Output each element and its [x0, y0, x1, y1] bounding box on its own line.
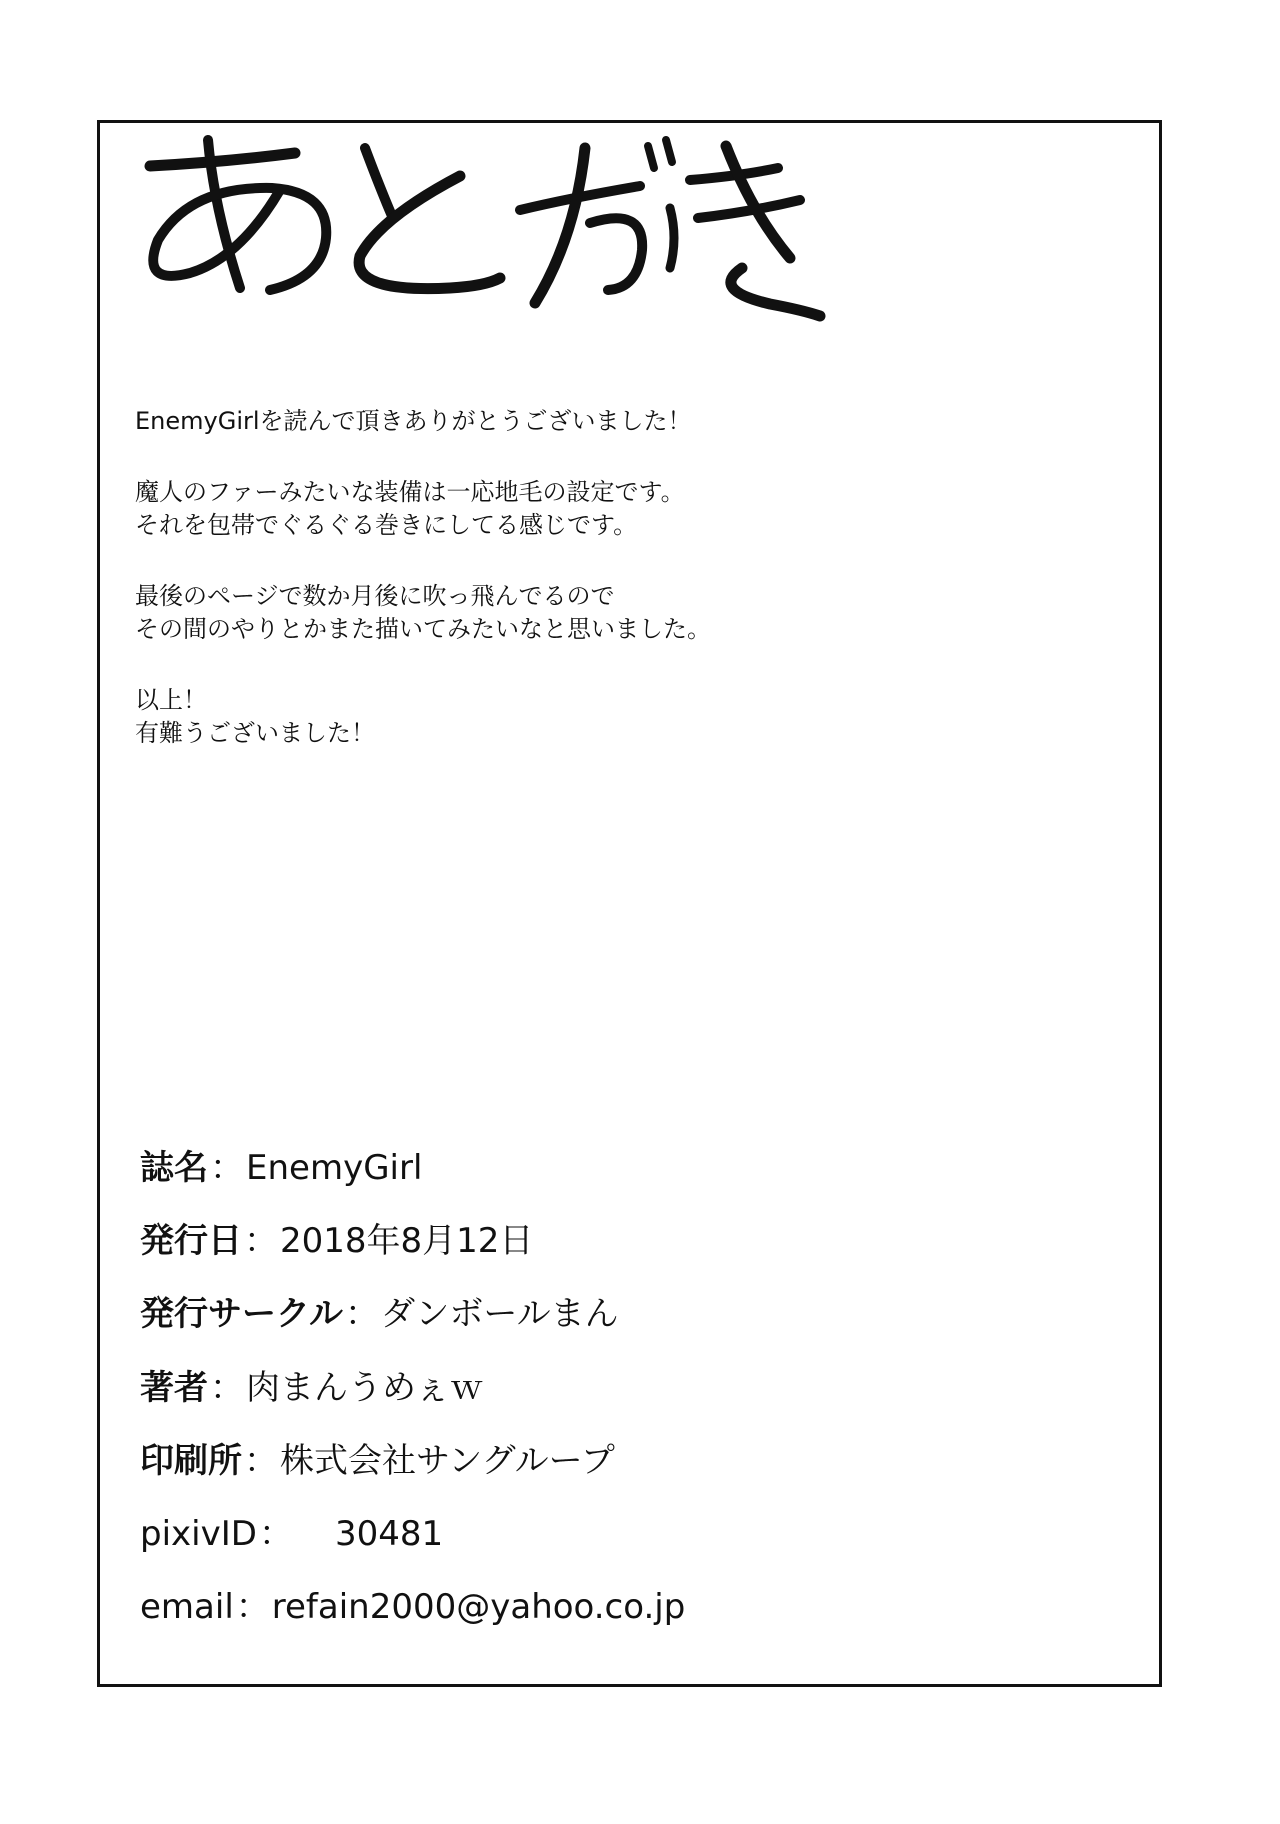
colophon-circle-row — [140, 1294, 1040, 1367]
colophon-printer-row — [140, 1441, 1040, 1514]
message-line: 最後のページで数か月後に吹っ飛んでるので — [135, 582, 615, 610]
colophon-value: EnemyGirl — [246, 1148, 423, 1188]
colophon-value: ダンボールまん — [380, 1294, 619, 1335]
colophon-pixiv-row — [140, 1514, 1040, 1587]
colophon-label: 誌名 — [140, 1148, 208, 1188]
colophon — [140, 1148, 1040, 1660]
colophon-separator: ： — [258, 1513, 293, 1554]
handwritten-title-art — [130, 128, 830, 328]
colophon-separator: ： — [210, 1367, 244, 1408]
colophon-value: 肉まんうめぇｗ — [246, 1367, 484, 1408]
colophon-separator: ： — [244, 1440, 278, 1481]
colophon-separator: ： — [244, 1221, 278, 1262]
colophon-value: refain2000@yahoo.co.jp — [271, 1587, 686, 1628]
colophon-value: 30481 — [334, 1513, 444, 1554]
colophon-label: 発行サークル — [140, 1294, 343, 1335]
colophon-label: pixivID — [140, 1513, 257, 1554]
colophon-value: 2018年8月12日 — [280, 1221, 534, 1262]
message-line: 有難うございました！ — [135, 719, 375, 747]
colophon-separator: ： — [344, 1294, 379, 1335]
message-line: その間のやりとかまた描いてみたいなと思いました。 — [135, 615, 711, 643]
colophon-title-row — [140, 1148, 1040, 1221]
message-line: それを包帯でぐるぐる巻きにしてる感じです。 — [135, 511, 638, 539]
afterword-message — [135, 405, 1035, 750]
colophon-email-row — [140, 1587, 1040, 1660]
colophon-label: 発行日 — [140, 1221, 242, 1262]
message-line: EnemyGirlを読んで頂きありがとうございました！ — [135, 407, 692, 435]
colophon-separator: ： — [235, 1587, 270, 1628]
colophon-label: 印刷所 — [140, 1440, 242, 1481]
colophon-separator: ： — [210, 1148, 244, 1188]
message-line: 以上！ — [135, 686, 207, 714]
colophon-date-row — [140, 1221, 1040, 1294]
colophon-label: email — [140, 1587, 234, 1628]
colophon-value: 株式会社サングループ — [280, 1440, 615, 1481]
message-line: 魔人のファーみたいな装備は一応地毛の設定です。 — [135, 478, 685, 506]
colophon-label: 著者 — [140, 1367, 208, 1408]
colophon-author-row — [140, 1368, 1040, 1441]
afterword-title — [130, 128, 830, 328]
